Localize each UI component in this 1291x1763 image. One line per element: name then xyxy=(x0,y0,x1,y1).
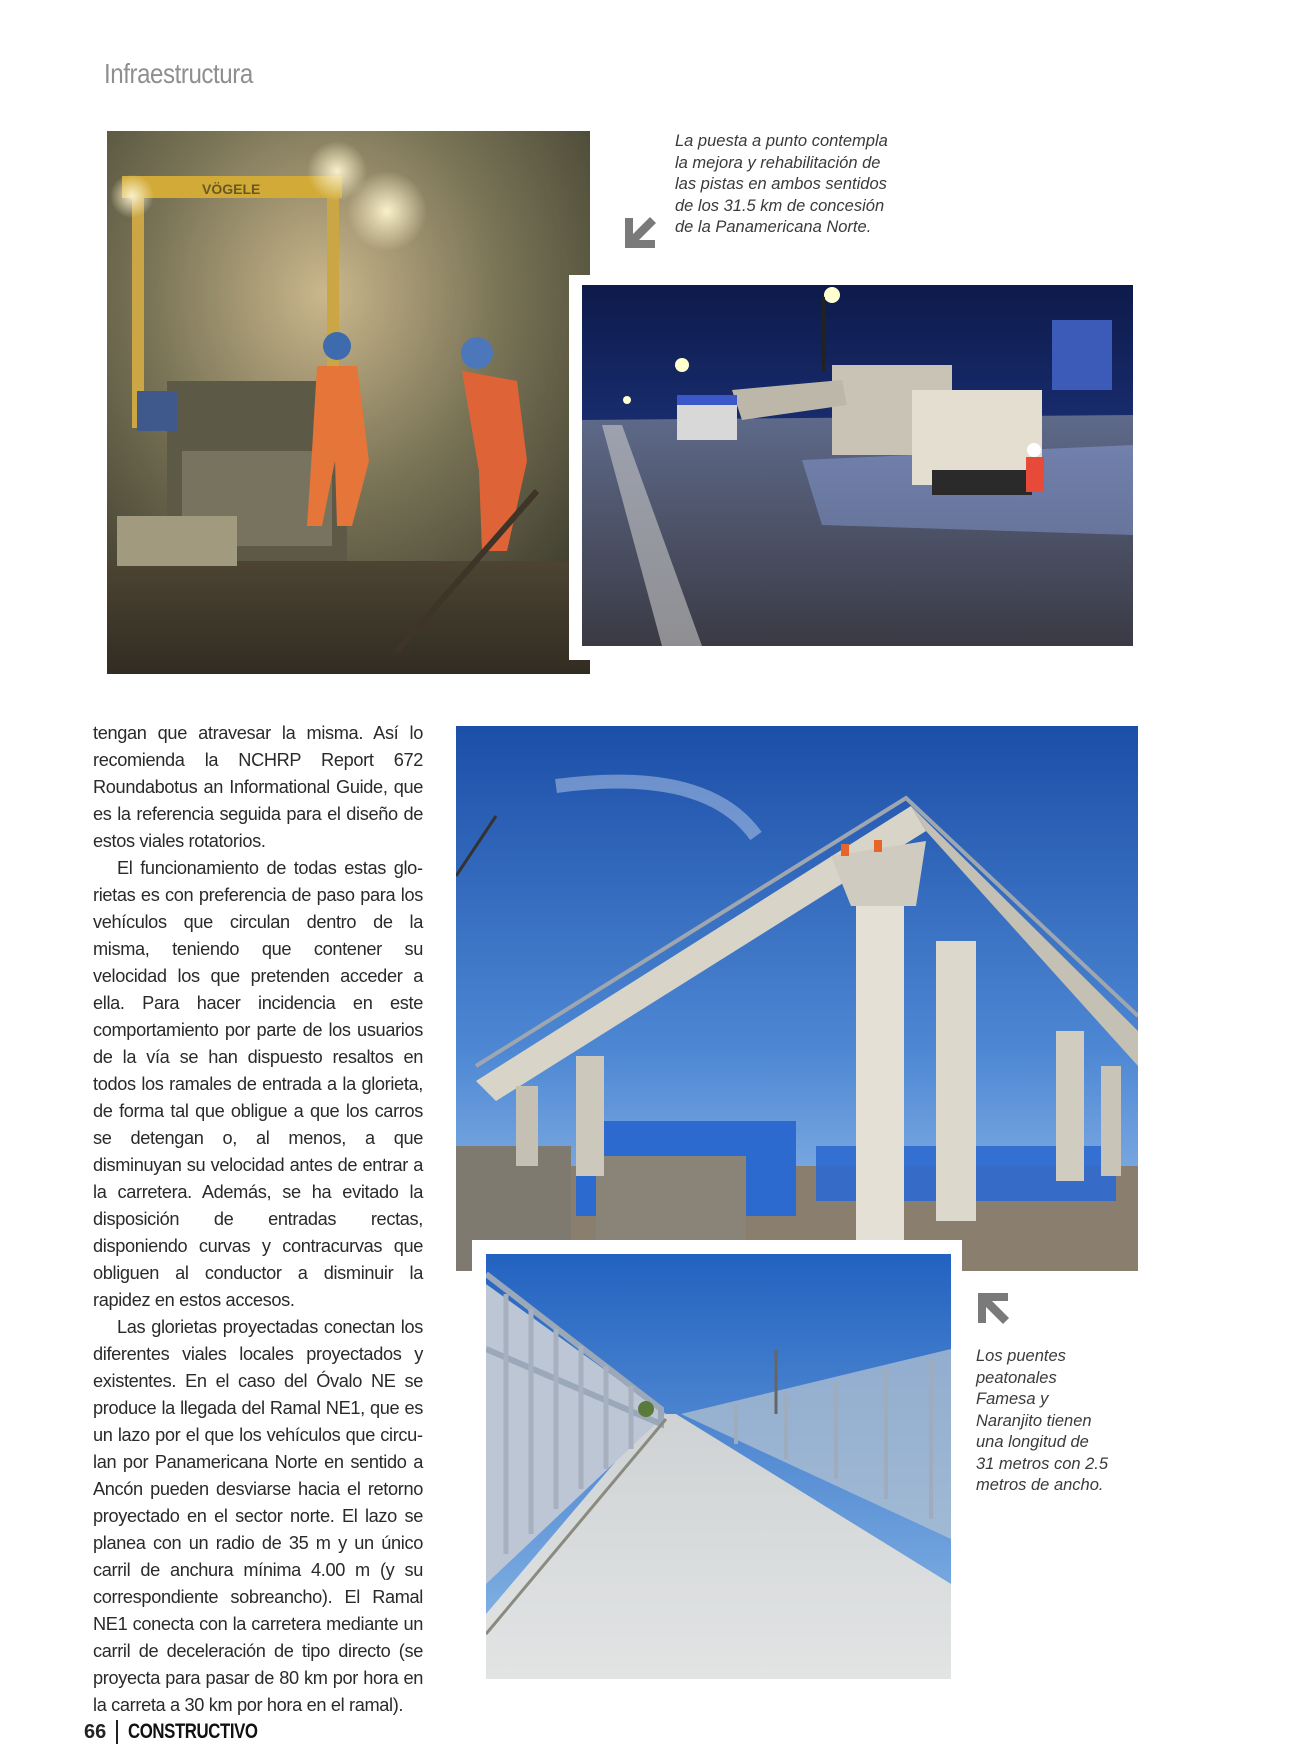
footer-divider xyxy=(116,1720,118,1744)
photo-milling-machine xyxy=(582,285,1133,646)
page-footer xyxy=(84,1719,290,1745)
magazine-name: CONSTRUCTIVO xyxy=(127,1720,258,1743)
caption-bottom xyxy=(976,1346,1111,1497)
arrow-down-left-icon xyxy=(622,215,658,251)
paragraph-1: tengan que atravesar la misma. Así lo recomienda la NCHRP Report 672 Roundabotus an Informational Guide, que es la referencia seguida para el diseño de estos viales rotatorios. xyxy=(93,723,423,851)
paver-brand-label: VÖGELE xyxy=(202,181,261,197)
paragraph-3: Las glorietas proyectadas conectan los diferentes viales locales proyectados y existentes. En el caso del Óvalo NE se produce la llegada del Ramal NE1, que es un lazo por el que los vehículos que circulan por Panamericana Norte en sentido a Ancón pueden desviarse hacia el retorno proyectado en el sector norte. El lazo se planea con un radio de 35 m y un único carril de anchura mínima 4.00 m (y su correspondiente sobreancho). El Ramal NE1 conecta con la carretera mediante un carril de deceleración de tipo directo (se proyecta para pasar de 80 km por hora en la carreta a 30 km por hora en el ramal). xyxy=(93,1317,423,1715)
caption-top-text: La puesta a punto contempla la mejora y rehabilitación de las pistas en ambos sentidos de los 31.5 km de concesión de la Panamericana Norte. xyxy=(675,132,888,236)
paragraph-2: El funcionamiento de todas estas glorietas es con preferencia de paso para los vehículos que circulan dentro de la misma, teniendo que contener su velocidad los que pretenden acceder a ella. Para hacer incidencia en este comportamiento por parte de los usuarios de la vía se han dispuesto resaltos en todos los ramales de entrada a la glorieta, de forma tal que obligue a que los carros se detengan o, al menos, a que disminuyan su velocidad antes de entrar a la carretera. Además, se ha evitado la disposición de entradas rectas, disponiendo curvas y contracurvas que obliguen al conductor a disminuir la rapidez en estos accesos. xyxy=(93,858,423,1310)
arrow-up-left-icon xyxy=(975,1290,1011,1326)
caption-bottom-text: Los puentes peatonales Famesa y Naranjito tienen una longitud de 31 metros con 2.5 metros de ancho. xyxy=(976,1347,1109,1494)
article-body xyxy=(93,720,423,1719)
photo-paving-crew xyxy=(107,131,590,674)
photo-pedestrian-bridge xyxy=(456,726,1138,1271)
photo-bridge-walkway xyxy=(486,1254,951,1679)
page-number: 66 xyxy=(84,1720,107,1743)
section-label: Infraestructura xyxy=(104,58,253,89)
caption-top xyxy=(675,131,905,239)
